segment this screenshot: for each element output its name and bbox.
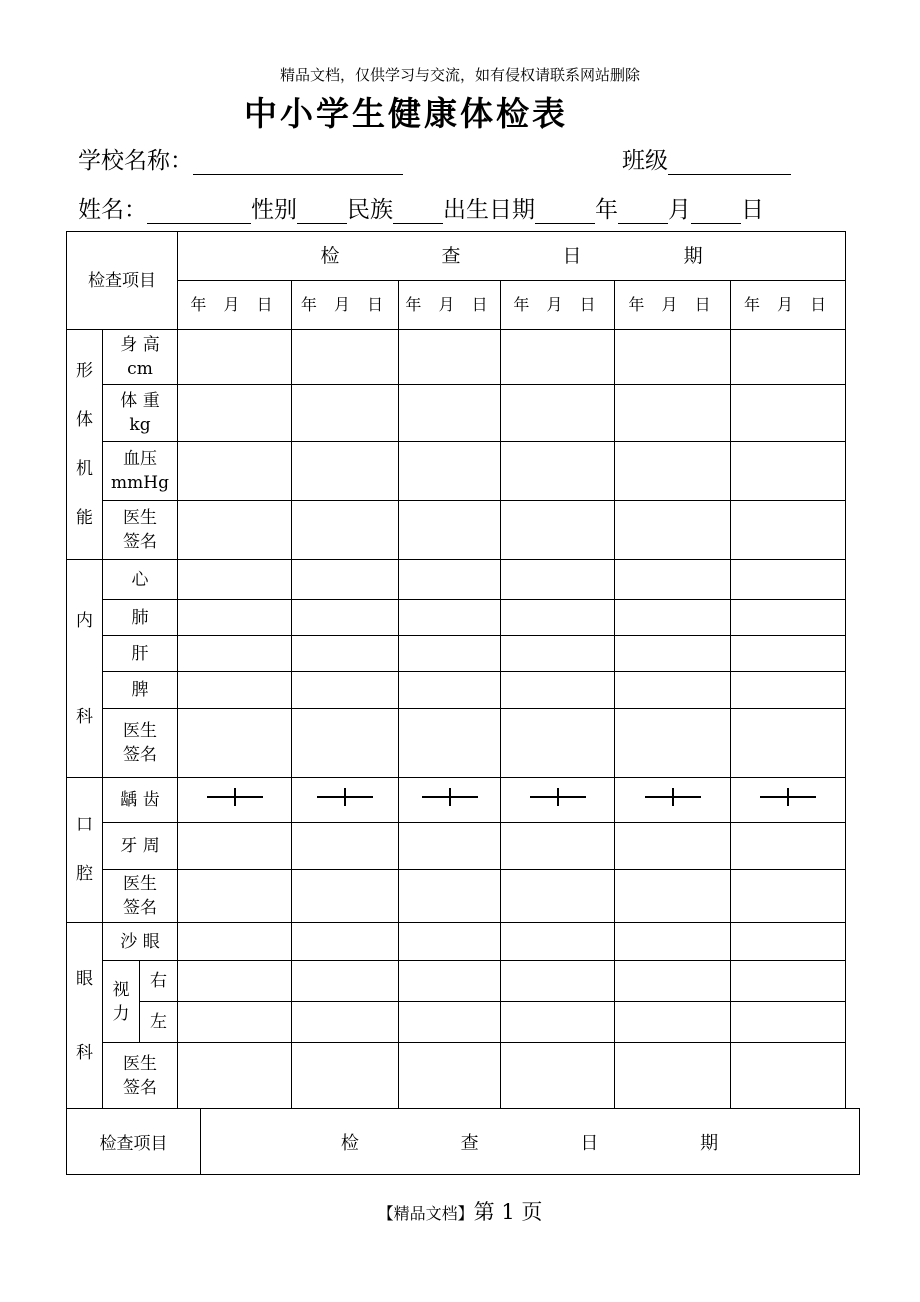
month-label: 月 bbox=[668, 197, 691, 223]
row-label-left-eye: 左 bbox=[140, 1002, 178, 1043]
row-label-trachoma: 沙 眼 bbox=[103, 923, 178, 961]
tooth-grid-icon bbox=[530, 788, 586, 806]
row-label-liver: 肝 bbox=[103, 636, 178, 672]
year-label: 年 bbox=[595, 197, 618, 223]
name-field[interactable] bbox=[147, 199, 251, 224]
ethnicity-field[interactable] bbox=[393, 199, 443, 224]
row-label-height: 身 高 cm bbox=[103, 330, 178, 385]
row-label-periodontal: 牙 周 bbox=[103, 823, 178, 870]
table-row bbox=[67, 1043, 846, 1109]
birth-date-label: 出生日期 bbox=[443, 197, 535, 223]
page-footer bbox=[0, 1196, 920, 1226]
name-label: 姓名： bbox=[78, 197, 147, 223]
school-name-field[interactable] bbox=[193, 150, 403, 175]
tooth-grid-icon bbox=[760, 788, 816, 806]
row-label-vision: 视 力 bbox=[103, 961, 140, 1043]
school-label: 学校名称： bbox=[78, 148, 193, 174]
check-date-header: 检 查 日 期 bbox=[201, 1109, 860, 1175]
gender-field[interactable] bbox=[297, 199, 347, 224]
day-label: 日 bbox=[741, 197, 764, 223]
gender-label: 性别 bbox=[251, 197, 297, 223]
table-row bbox=[67, 636, 846, 672]
row-label-doctor-signature: 医生 签名 bbox=[103, 501, 178, 560]
date-cell[interactable]: 年 月 日 bbox=[178, 281, 292, 330]
date-cell[interactable]: 年 月 日 bbox=[292, 281, 399, 330]
page-title: 中小学生健康体检表 bbox=[244, 94, 568, 133]
class-row bbox=[622, 142, 791, 175]
table-row bbox=[67, 442, 846, 501]
table-row bbox=[67, 1002, 846, 1043]
watermark-text: 精品文档，仅供学习与交流，如有侵权请联系网站删除 bbox=[279, 66, 640, 84]
check-item-header: 检查项目 bbox=[67, 232, 178, 330]
health-check-table bbox=[66, 231, 846, 1109]
date-cell[interactable]: 年 月 日 bbox=[615, 281, 731, 330]
birth-month-field[interactable] bbox=[618, 199, 668, 224]
row-label-weight: 体 重 kg bbox=[103, 385, 178, 442]
page-number: 第 1 页 bbox=[473, 1200, 543, 1224]
group-label-oral: 口 腔 bbox=[67, 778, 103, 923]
table-row bbox=[67, 961, 846, 1002]
date-row bbox=[67, 281, 846, 330]
date-cell[interactable]: 年 月 日 bbox=[399, 281, 501, 330]
birth-day-field[interactable] bbox=[691, 199, 741, 224]
row-label-blood-pressure: 血压 mmHg bbox=[103, 442, 178, 501]
table-row bbox=[67, 923, 846, 961]
footer-prefix: 【精品文档】 bbox=[377, 1204, 474, 1223]
table-row bbox=[67, 501, 846, 560]
table-row bbox=[67, 672, 846, 709]
class-field[interactable] bbox=[668, 150, 791, 175]
table-row bbox=[67, 385, 846, 442]
check-date-header: 检 查 日 期 bbox=[178, 232, 846, 281]
row-label-dental-caries: 龋 齿 bbox=[103, 778, 178, 823]
tooth-grid-icon bbox=[207, 788, 263, 806]
table-row bbox=[67, 778, 846, 823]
group-label-internal: 内 科 bbox=[67, 560, 103, 778]
row-label-heart: 心 bbox=[103, 560, 178, 600]
personal-info-row bbox=[78, 191, 764, 224]
table-row bbox=[67, 600, 846, 636]
school-row bbox=[78, 142, 403, 175]
table-row bbox=[67, 560, 846, 600]
tooth-grid-icon bbox=[422, 788, 478, 806]
check-item-header: 检查项目 bbox=[67, 1109, 201, 1175]
date-cell[interactable]: 年 月 日 bbox=[501, 281, 615, 330]
group-label-physical: 形 体 机 能 bbox=[67, 330, 103, 560]
table-row bbox=[67, 870, 846, 923]
birth-year-field[interactable] bbox=[535, 199, 595, 224]
tooth-grid-icon bbox=[317, 788, 373, 806]
row-label-doctor-signature: 医生 签名 bbox=[103, 870, 178, 923]
row-label-right-eye: 右 bbox=[140, 961, 178, 1002]
group-label-eye: 眼 科 bbox=[67, 923, 103, 1109]
table-row bbox=[67, 823, 846, 870]
next-page-header-table bbox=[66, 1108, 860, 1175]
class-label: 班级 bbox=[622, 148, 668, 174]
date-cell[interactable]: 年 月 日 bbox=[731, 281, 846, 330]
ethnicity-label: 民族 bbox=[347, 197, 393, 223]
row-label-doctor-signature: 医生 签名 bbox=[103, 709, 178, 778]
table-row bbox=[67, 330, 846, 385]
row-label-spleen: 脾 bbox=[103, 672, 178, 709]
row-label-lung: 肺 bbox=[103, 600, 178, 636]
tooth-grid-icon bbox=[645, 788, 701, 806]
row-label-doctor-signature: 医生 签名 bbox=[103, 1043, 178, 1109]
table-row bbox=[67, 709, 846, 778]
